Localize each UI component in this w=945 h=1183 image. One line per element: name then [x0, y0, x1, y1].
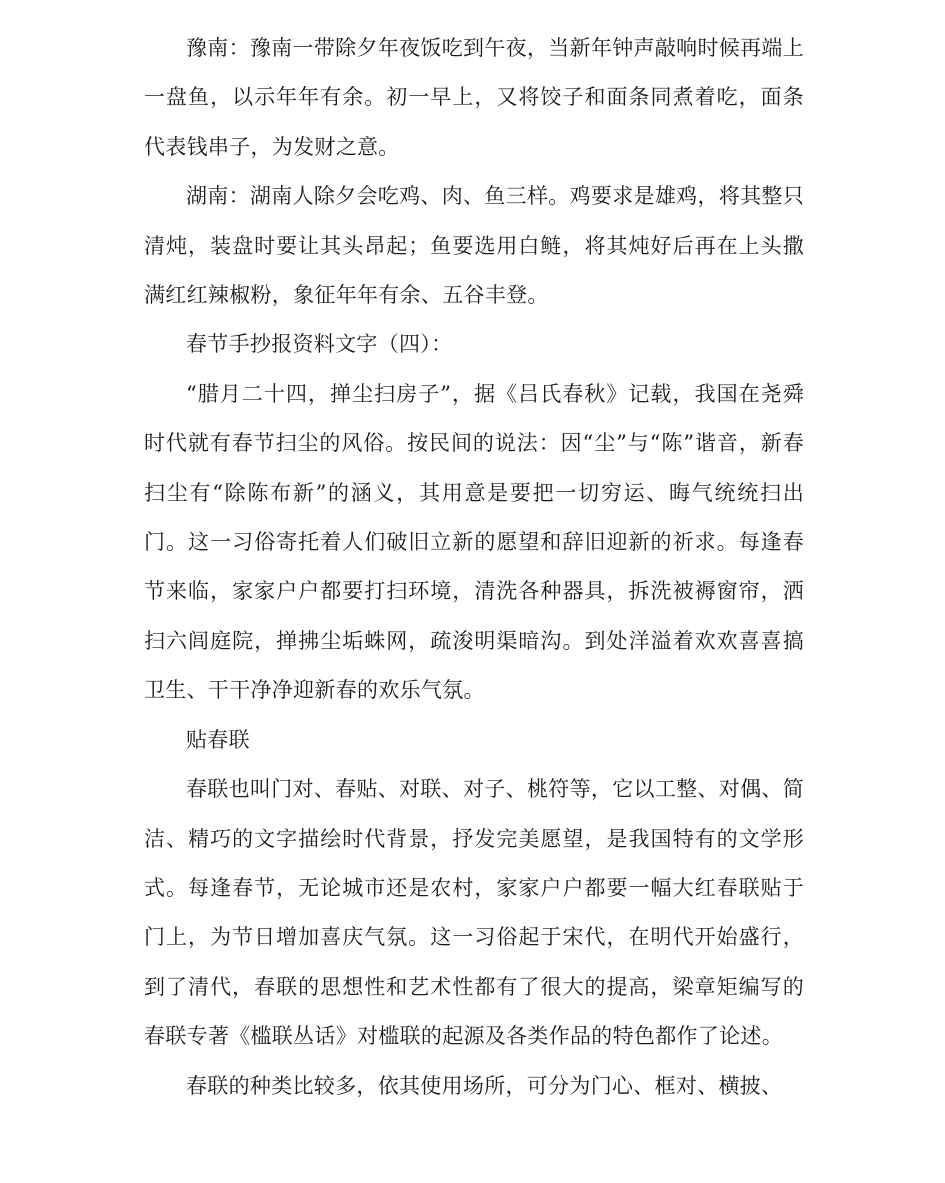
paragraph-couplets: 春联也叫门对、春贴、对联、对子、桃符等，它以工整、对偶、简洁、精巧的文字描绘时代背景，抒发完美愿望，是我国特有的文学形式。每逢春节，无论城市还是农村，家家户户都要一幅大红春联贴于门上，为节日增加喜庆气氛。这一习俗起于宋代，在明代开始盛行，到了清代，春联的思想性和艺术性都有了很大的提高，梁章矩编写的春联专著《槛联丛话》对槛联的起源及各类作品的特色都作了论述。	[144, 777, 804, 1049]
paragraph-couplet-types: 春联的种类比较多，依其使用场所，可分为门心、框对、横披、	[186, 1073, 783, 1098]
section-heading-couplets: 贴春联	[186, 727, 250, 752]
paragraph-hunan: 湖南：湖南人除夕会吃鸡、肉、鱼三样。鸡要求是雄鸡，将其整只清炖，装盘时要让其头昂起；鱼要选用白鲢，将其炖好后再在上头撒满红红辣椒粉，象征年年有余、五谷丰登。	[144, 184, 804, 308]
paragraph-yunan: 豫南：豫南一带除夕年夜饭吃到午夜，当新年钟声敲响时候再端上一盘鱼，以示年年有余。初一早上，又将饺子和面条同煮着吃，面条代表钱串子，为发财之意。	[144, 36, 804, 159]
section-heading-four: 春节手抄报资料文字（四）：	[186, 332, 453, 357]
document-body	[144, 24, 804, 1111]
paragraph-sweeping: “腊月二十四，掸尘扫房子”，据《吕氏春秋》记载，我国在尧舜时代就有春节扫尘的风俗。按民间的说法：因“尘”与“陈”谐音，新春扫尘有“除陈布新”的涵义，其用意是要把一切穷运、晦气统统扫出门。这一习俗寄托着人们破旧立新的愿望和辞旧迎新的祈求。每逢春节来临，家家户户都要打扫环境，清洗各种器具，拆洗被褥窗帘，洒扫六闾庭院，掸拂尘垢蛛网，疏浚明渠暗沟。到处洋溢着欢欢喜喜搞卫生、干干净净迎新春的欢乐气氛。	[144, 381, 804, 703]
